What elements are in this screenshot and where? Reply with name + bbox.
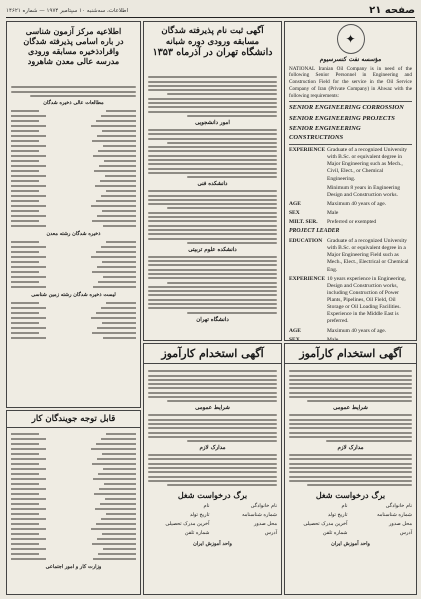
list-row bbox=[11, 250, 136, 254]
list-row bbox=[11, 255, 136, 259]
list-row bbox=[11, 209, 136, 213]
trainee-ad-middle bbox=[143, 343, 282, 595]
heading-constructions: SENIOR ENGINEERING CONSTRUCTIONS bbox=[289, 125, 361, 141]
list-row bbox=[11, 275, 136, 279]
trainee-middle-conditions: شرایط عمومی bbox=[195, 405, 230, 412]
list-row bbox=[11, 245, 136, 249]
exam-title-2: در باره اسامی پذیرفته شدگان bbox=[23, 36, 124, 46]
form-field-education: آخرین مدرک تحصیلی bbox=[303, 521, 348, 528]
trainee-right-sign: واحد آموزش ایران bbox=[331, 541, 370, 548]
list-row bbox=[11, 467, 136, 471]
section-education: دانشکده علوم تربیتی bbox=[188, 246, 237, 253]
list-row bbox=[11, 497, 136, 501]
label-experience-2: EXPERIENCE bbox=[289, 275, 326, 282]
list-row bbox=[11, 129, 136, 133]
list-row bbox=[11, 169, 136, 173]
list-row bbox=[11, 522, 136, 526]
trainee-ad-middle-title: آگهی استخدام کارآموز bbox=[144, 344, 281, 364]
page-header bbox=[6, 4, 415, 18]
label-military: MILT. SER. bbox=[289, 219, 318, 226]
list-row bbox=[11, 487, 136, 491]
list-row bbox=[11, 326, 136, 330]
list-row bbox=[11, 154, 136, 158]
list-row bbox=[11, 477, 136, 481]
form-field-name: نام bbox=[341, 503, 348, 510]
trainee-ad-right bbox=[284, 343, 417, 595]
form-field-birthdate: تاریخ تولد bbox=[189, 512, 210, 519]
section-engineering: دانشکده فنی bbox=[197, 181, 228, 188]
list-row bbox=[11, 442, 136, 446]
list-row bbox=[11, 542, 136, 546]
label-age-2: AGE bbox=[289, 327, 301, 334]
form-field-birthdate: تاریخ تولد bbox=[327, 512, 348, 519]
list-row bbox=[11, 502, 136, 506]
list-row bbox=[11, 124, 136, 128]
form-field-address: آدرس bbox=[399, 530, 412, 537]
exam-center-notice bbox=[6, 21, 141, 408]
value-sex: Male bbox=[327, 210, 339, 217]
list-row bbox=[11, 285, 136, 289]
university-notice bbox=[143, 21, 282, 341]
company-logo-icon: ✦ bbox=[337, 24, 365, 54]
list-row bbox=[11, 557, 136, 561]
list-row bbox=[11, 149, 136, 153]
value-age: Maximum 40 years of age. bbox=[327, 200, 387, 207]
list-row bbox=[11, 280, 136, 284]
trainee-right-documents: مدارک لازم bbox=[337, 445, 364, 452]
list-row bbox=[11, 547, 136, 551]
value-education: Graduate of a recognized University with B.Sc. or equivalent degree in a Major Engineering Field such as Mech., Elect., Electrical or Chemical Eng. bbox=[327, 237, 409, 273]
heading-corrosion: SENIOR ENGINEERING CORROSSION bbox=[289, 104, 404, 112]
label-education: EDUCATION bbox=[289, 237, 323, 244]
label-age: AGE bbox=[289, 200, 301, 207]
section-reserved-geology: لیست ذخیره شدگان رشته زمین شناسی bbox=[31, 291, 116, 298]
job-seekers-notice bbox=[6, 410, 141, 595]
list-row bbox=[11, 331, 136, 335]
list-row bbox=[11, 492, 136, 496]
value-experience-2: 10 years experience in Engineering, Design and Construction works, including Construction of Power Plants, Pipelines, Oil Field, Oil Storage or Oil Loading Facilities. Experience in the Middle East is preferred. bbox=[327, 275, 406, 325]
list-row bbox=[11, 507, 136, 511]
list-row bbox=[11, 432, 136, 436]
ministry-signature: وزارت کار و امور اجتماعی bbox=[45, 564, 102, 570]
heading-projects: SENIOR ENGINEERING PROJECTS bbox=[289, 114, 395, 122]
list-row bbox=[11, 265, 136, 269]
list-row bbox=[11, 199, 136, 203]
list-row bbox=[11, 457, 136, 461]
list-row bbox=[11, 214, 136, 218]
list-row bbox=[11, 194, 136, 198]
form-field-issue-place: محل صدور bbox=[389, 521, 412, 528]
list-row bbox=[11, 532, 136, 536]
list-row bbox=[11, 184, 136, 188]
list-row bbox=[11, 159, 136, 163]
label-sex: SEX bbox=[289, 210, 300, 217]
list-row bbox=[11, 537, 136, 541]
exam-title-3: واقرادذخیره مسابقه ورودی bbox=[27, 46, 120, 56]
list-row bbox=[11, 552, 136, 556]
value-min-years: Minimum 8 years in Engineering Design and Construction works. bbox=[327, 184, 401, 198]
company-name: مؤسسه نفت کنسرسیوم bbox=[319, 56, 382, 63]
form-field-phone: شماره تلفن bbox=[184, 530, 210, 537]
trainee-middle-documents: مدارک لازم bbox=[199, 445, 226, 452]
ad-intro: NATIONAL Iranian Oil Company is in need of the following Senior Personnel in Engineering and Construction Field for the service in the Oil Service Company of Iran (Private Company) in Ahwaz with the following requirements: bbox=[289, 65, 412, 99]
trainee-right-conditions: شرایط عمومی bbox=[333, 405, 368, 412]
list-row bbox=[11, 260, 136, 264]
oil-company-ad bbox=[284, 21, 417, 341]
form-field-surname: نام خانوادگی bbox=[250, 503, 277, 510]
list-row bbox=[11, 447, 136, 451]
list-row bbox=[11, 270, 136, 274]
heading-project-leader: PROJECT LEADER bbox=[289, 228, 340, 235]
notice-signature: دانشگاه تهران bbox=[196, 316, 229, 323]
list-row bbox=[11, 204, 136, 208]
form-field-id-no: شماره شناسنامه bbox=[241, 512, 277, 519]
list-row bbox=[11, 452, 136, 456]
form-field-id-no: شماره شناسنامه bbox=[376, 512, 412, 519]
page-number: صفحه ۲۱ bbox=[369, 5, 415, 16]
notice-title-2: مسابقه ورودی دوره شبانه bbox=[165, 36, 260, 47]
form-field-education: آخرین مدرک تحصیلی bbox=[165, 521, 210, 528]
list-row bbox=[11, 517, 136, 521]
trainee-middle-form-title: برگ درخواست شغل bbox=[177, 490, 248, 501]
exam-title-4: مدرسه عالی معدن شاهرود bbox=[27, 56, 120, 66]
form-field-name: نام bbox=[203, 503, 210, 510]
list-row bbox=[11, 114, 136, 118]
form-field-address: آدرس bbox=[264, 530, 277, 537]
value-age-2: Maximum 40 years of age. bbox=[327, 327, 387, 334]
value-military: Preferred or exempted bbox=[327, 219, 377, 226]
list-row bbox=[11, 321, 136, 325]
form-field-surname: نام خانوادگی bbox=[385, 503, 412, 510]
value-experience: Graduate of a recognized University with B.Sc. or equivalent degree in Major Engineering such as Mech., Civil, Elect., or Chemical Engineering. bbox=[327, 147, 408, 182]
list-row bbox=[11, 482, 136, 486]
list-row bbox=[11, 527, 136, 531]
issue-meta: اطلاعات، سه‌شنبه ۱۰ سپتامبر ۱۹۷۴ — شماره ۱۴۶۲۱ bbox=[6, 7, 129, 14]
trainee-middle-sign: واحد آموزش ایران bbox=[193, 541, 232, 548]
list-row bbox=[11, 301, 136, 305]
list-row bbox=[11, 109, 136, 113]
list-row bbox=[11, 512, 136, 516]
list-row bbox=[11, 224, 136, 228]
list-row bbox=[11, 219, 136, 223]
form-field-phone: شماره تلفن bbox=[322, 530, 348, 537]
list-row bbox=[11, 316, 136, 320]
list-row bbox=[11, 336, 136, 340]
exam-title-1: اطلاعیه مرکز آزمون شناسی bbox=[25, 26, 122, 36]
job-seekers-title: قابل توجه جویندگان کار bbox=[7, 414, 140, 428]
list-row bbox=[11, 437, 136, 441]
list-row bbox=[11, 306, 136, 310]
value-sex-2: Male bbox=[327, 336, 339, 341]
trainee-ad-right-title: آگهی استخدام کارآموز bbox=[285, 344, 416, 364]
list-row bbox=[11, 179, 136, 183]
list-row bbox=[11, 472, 136, 476]
list-row bbox=[11, 119, 136, 123]
list-row bbox=[11, 189, 136, 193]
trainee-right-form-title: برگ درخواست شغل bbox=[315, 490, 386, 501]
section-reserved-mining: ذخیره شدگان رشته معدن bbox=[46, 230, 101, 237]
section-student-affairs: امور دانشجویی bbox=[195, 119, 230, 126]
form-field-issue-place: محل صدور bbox=[254, 521, 277, 528]
list-row bbox=[11, 164, 136, 168]
notice-title-3: دانشگاه تهران در آذرماه ۱۳۵۳ bbox=[152, 47, 273, 59]
list-row bbox=[11, 311, 136, 315]
list-row bbox=[11, 462, 136, 466]
label-experience: EXPERIENCE bbox=[289, 147, 326, 153]
list-row bbox=[11, 240, 136, 244]
list-row bbox=[11, 139, 136, 143]
section-reserved-higher: مطالعات عالی ذخیره شدگان bbox=[43, 99, 104, 106]
list-row bbox=[11, 134, 136, 138]
list-row bbox=[11, 144, 136, 148]
list-row bbox=[11, 174, 136, 178]
label-sex-2: SEX bbox=[289, 336, 300, 341]
notice-title-1: آگهی ثبت نام پذیرفته شدگان bbox=[161, 26, 264, 36]
